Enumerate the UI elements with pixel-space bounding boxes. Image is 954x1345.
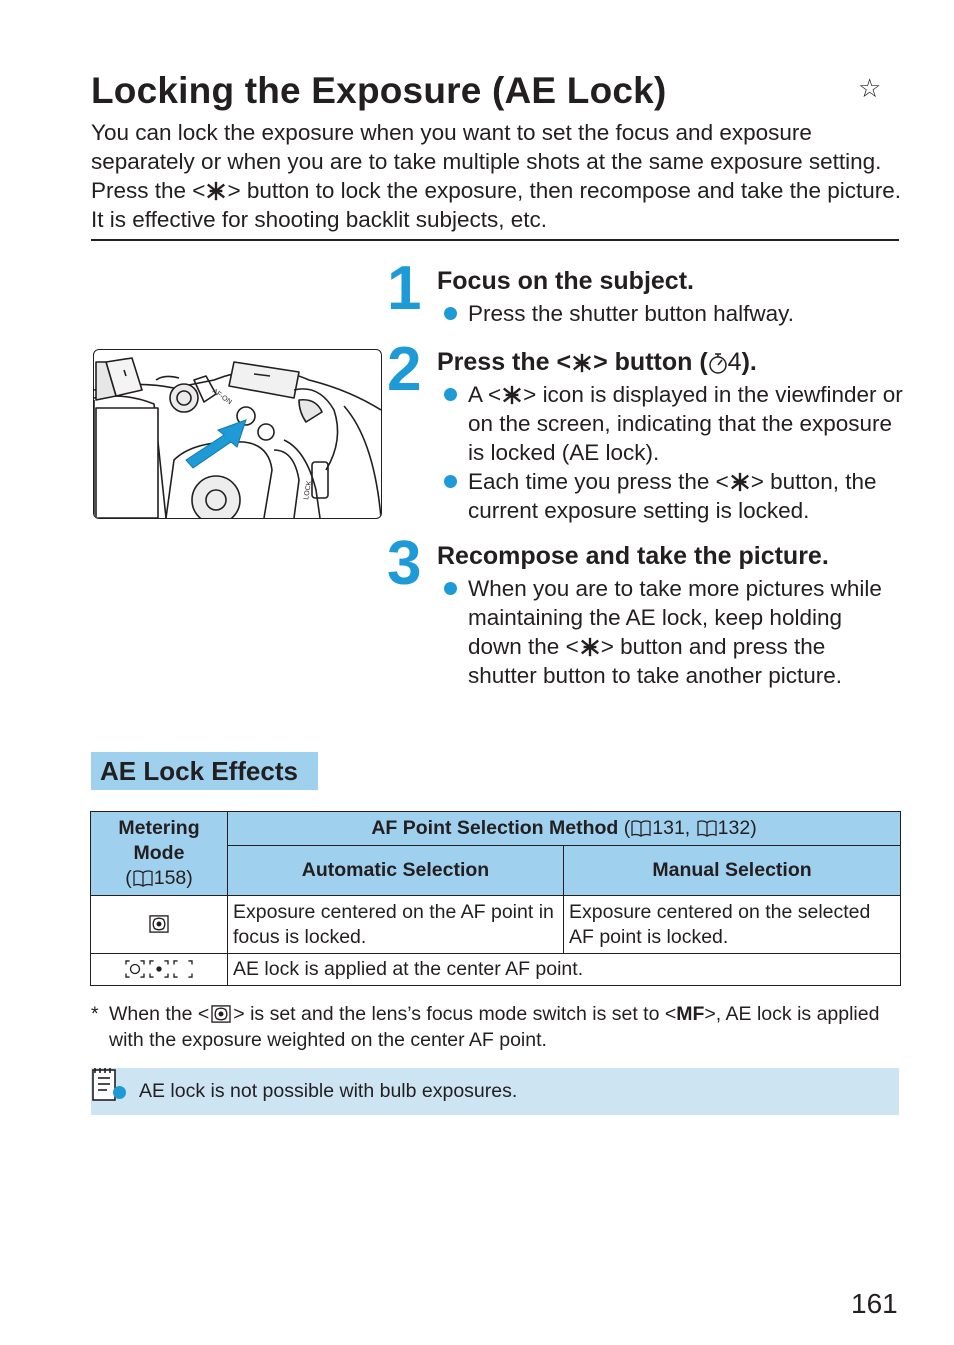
footnote-mf: MF [676, 1003, 705, 1025]
step-3-b1-a: When you are to take more pictures while maintaining the AE lock, keep holding down the < [468, 576, 882, 659]
ae-lock-icon [579, 636, 601, 658]
note-text: AE lock is not possible with bulb exposures. [139, 1080, 518, 1102]
intro-text-2: > button to lock the exposure, then recompose and take the picture. It is effective for shooting backlit subjects, etc. [91, 178, 901, 232]
evaluative-metering-icon [211, 1005, 231, 1023]
step-3-title: Recompose and take the picture. [437, 542, 829, 570]
manual-selection-header: Manual Selection [564, 846, 901, 896]
metering-ref: ( 158) [125, 867, 193, 889]
step-2-title-b: > button ( [593, 348, 708, 376]
book-reference-icon [132, 869, 154, 887]
intro-text-1: You can lock the exposure when you want to set the focus and exposure separately or when you are to take multiple shots at the same exposure setting. Press the < [91, 120, 882, 203]
footnote [91, 1001, 891, 1053]
book-reference-icon [696, 819, 718, 837]
step-3-bullets [437, 574, 897, 690]
evaluative-metering-cell [91, 896, 228, 954]
metering-ref-page[interactable]: 158 [153, 867, 187, 889]
metering-head-2: Mode [133, 842, 185, 864]
camera-back-illustration [93, 349, 382, 519]
ae-lock-effects-table [90, 811, 901, 986]
step-2-number: 2 [387, 335, 422, 404]
row2-cell: AE lock is applied at the center AF point. [228, 954, 901, 986]
section-title: AE Lock Effects [100, 756, 298, 786]
center-weighted-metering-icon [173, 960, 193, 978]
spot-metering-icon [149, 960, 169, 978]
automatic-selection-header: Automatic Selection [228, 846, 564, 896]
title-divider [91, 239, 899, 241]
ae-lock-icon [729, 471, 751, 493]
step-2-timer-value: 4 [727, 348, 742, 376]
af-head-text: AF Point Selection Method [371, 817, 619, 839]
list-item [437, 380, 907, 467]
book-reference-icon [630, 819, 652, 837]
list-item [437, 574, 897, 690]
ae-lock-icon [501, 384, 523, 406]
table-row [91, 896, 901, 954]
step-2-title-c: ). [741, 348, 757, 376]
evaluative-metering-icon [149, 915, 169, 933]
footnote-text-a: When the < [109, 1003, 210, 1025]
step-1-bullets [437, 299, 907, 328]
svg-text:AF-ON: AF-ON [210, 387, 233, 407]
af-ref-1[interactable]: 131 [652, 817, 685, 839]
step-1-title: Focus on the subject. [437, 267, 694, 295]
timer-icon [708, 352, 728, 374]
ae-lock-icon [205, 180, 227, 202]
af-method-header: AF Point Selection Method ( 131, 132) [228, 812, 901, 846]
step-3-b1-b: > button and press the shutter button to take another picture. [468, 634, 842, 688]
step-2-bullets [437, 380, 907, 525]
table-row [91, 812, 901, 846]
intro-paragraph [91, 118, 901, 234]
footnote-text-b: > is set and the lens’s focus mode switch is set to < [233, 1003, 677, 1025]
step-2-b1-a: A < [468, 382, 502, 407]
step-2-title [437, 348, 757, 377]
page-number: 161 [851, 1288, 898, 1319]
advanced-star-icon: ☆ [858, 74, 882, 104]
step-2-b2-b: > button, the current exposure setting is locked. [468, 469, 877, 523]
footnote-asterisk: * [91, 1003, 99, 1025]
svg-text:LOCK: LOCK [303, 480, 314, 501]
row1-manual-cell: Exposure centered on the selected AF point is locked. [564, 896, 901, 954]
step-2-title-a: Press the < [437, 348, 572, 376]
footnote-text-c: >, AE lock is applied with the exposure weighted on the center AF point. [109, 1003, 880, 1051]
metering-mode-header [91, 812, 228, 896]
other-metering-cell [91, 954, 228, 986]
row1-auto-cell: Exposure centered on the AF point in focus is locked. [228, 896, 564, 954]
step-2-b2-a: Each time you press the < [468, 469, 729, 494]
list-item [437, 467, 907, 525]
table-row [91, 954, 901, 986]
step-3-number: 3 [387, 529, 422, 598]
list-item: Press the shutter button halfway. [437, 299, 907, 328]
section-heading [91, 752, 318, 790]
note-box [91, 1068, 899, 1115]
af-ref-2[interactable]: 132 [717, 817, 751, 839]
partial-metering-icon [125, 960, 145, 978]
step-2-b1-b: > icon is displayed in the viewfinder or on the screen, indicating that the exposure is locked (AE lock). [468, 382, 903, 465]
ae-lock-icon [571, 352, 593, 374]
page-title: Locking the Exposure (AE Lock) [91, 70, 667, 111]
metering-head-1: Metering [118, 817, 200, 839]
step-1-number: 1 [387, 254, 422, 323]
